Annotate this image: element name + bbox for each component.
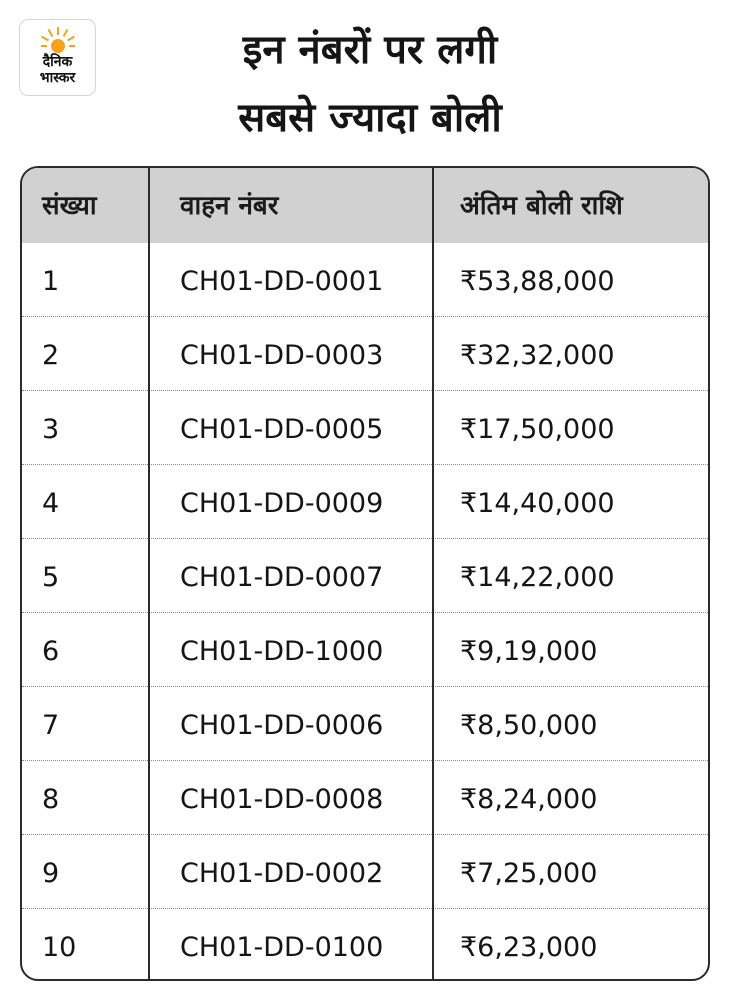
table-row (22, 835, 708, 909)
header-final-bid: अंतिम बोली राशि (460, 191, 623, 221)
table-row (22, 391, 708, 465)
table-row (22, 687, 708, 761)
column-divider (432, 168, 434, 979)
page-title-line2: सबसे ज्यादा बोली (238, 95, 502, 141)
table-row (22, 465, 708, 539)
cell-vehicle-number: CH01-DD-0001 (180, 266, 384, 297)
cell-serial: 10 (42, 932, 77, 963)
cell-vehicle-number: CH01-DD-0002 (180, 858, 384, 889)
cell-final-bid: ₹14,22,000 (460, 562, 615, 593)
cell-vehicle-number: CH01-DD-0008 (180, 784, 384, 815)
cell-serial: 4 (42, 488, 60, 519)
cell-serial: 3 (42, 414, 60, 445)
cell-vehicle-number: CH01-DD-0003 (180, 340, 384, 371)
column-divider (148, 168, 150, 979)
cell-serial: 8 (42, 784, 60, 815)
table-header (22, 168, 708, 243)
header-serial: संख्या (42, 191, 97, 221)
cell-final-bid: ₹9,19,000 (460, 636, 598, 667)
cell-serial: 6 (42, 636, 60, 667)
logo-text-line2: भास्कर (39, 70, 76, 86)
cell-vehicle-number: CH01-DD-0007 (180, 562, 384, 593)
cell-final-bid: ₹53,88,000 (460, 266, 615, 297)
table-row (22, 243, 708, 317)
header-vehicle-number: वाहन नंबर (180, 191, 279, 221)
cell-final-bid: ₹32,32,000 (460, 340, 615, 371)
table-row (22, 317, 708, 391)
cell-vehicle-number: CH01-DD-0006 (180, 710, 384, 741)
cell-final-bid: ₹8,24,000 (460, 784, 598, 815)
cell-vehicle-number: CH01-DD-1000 (180, 636, 384, 667)
logo-text-line1: दैनिक (42, 54, 73, 70)
cell-serial: 9 (42, 858, 60, 889)
cell-serial: 7 (42, 710, 60, 741)
cell-serial: 5 (42, 562, 60, 593)
sun-icon (41, 26, 75, 56)
cell-serial: 1 (42, 266, 60, 297)
cell-serial: 2 (42, 340, 60, 371)
table-row (22, 613, 708, 687)
cell-vehicle-number: CH01-DD-0005 (180, 414, 384, 445)
cell-final-bid: ₹8,50,000 (460, 710, 598, 741)
cell-vehicle-number: CH01-DD-0009 (180, 488, 384, 519)
table-row (22, 539, 708, 613)
table-row (22, 761, 708, 835)
cell-final-bid: ₹17,50,000 (460, 414, 615, 445)
cell-vehicle-number: CH01-DD-0100 (180, 932, 384, 963)
cell-final-bid: ₹6,23,000 (460, 932, 598, 963)
dainik-bhaskar-logo (19, 19, 96, 96)
page-title-line1: इन नंबरों पर लगी (242, 27, 498, 73)
cell-final-bid: ₹14,40,000 (460, 488, 615, 519)
cell-final-bid: ₹7,25,000 (460, 858, 598, 889)
bid-table (20, 166, 710, 981)
table-row (22, 909, 708, 981)
